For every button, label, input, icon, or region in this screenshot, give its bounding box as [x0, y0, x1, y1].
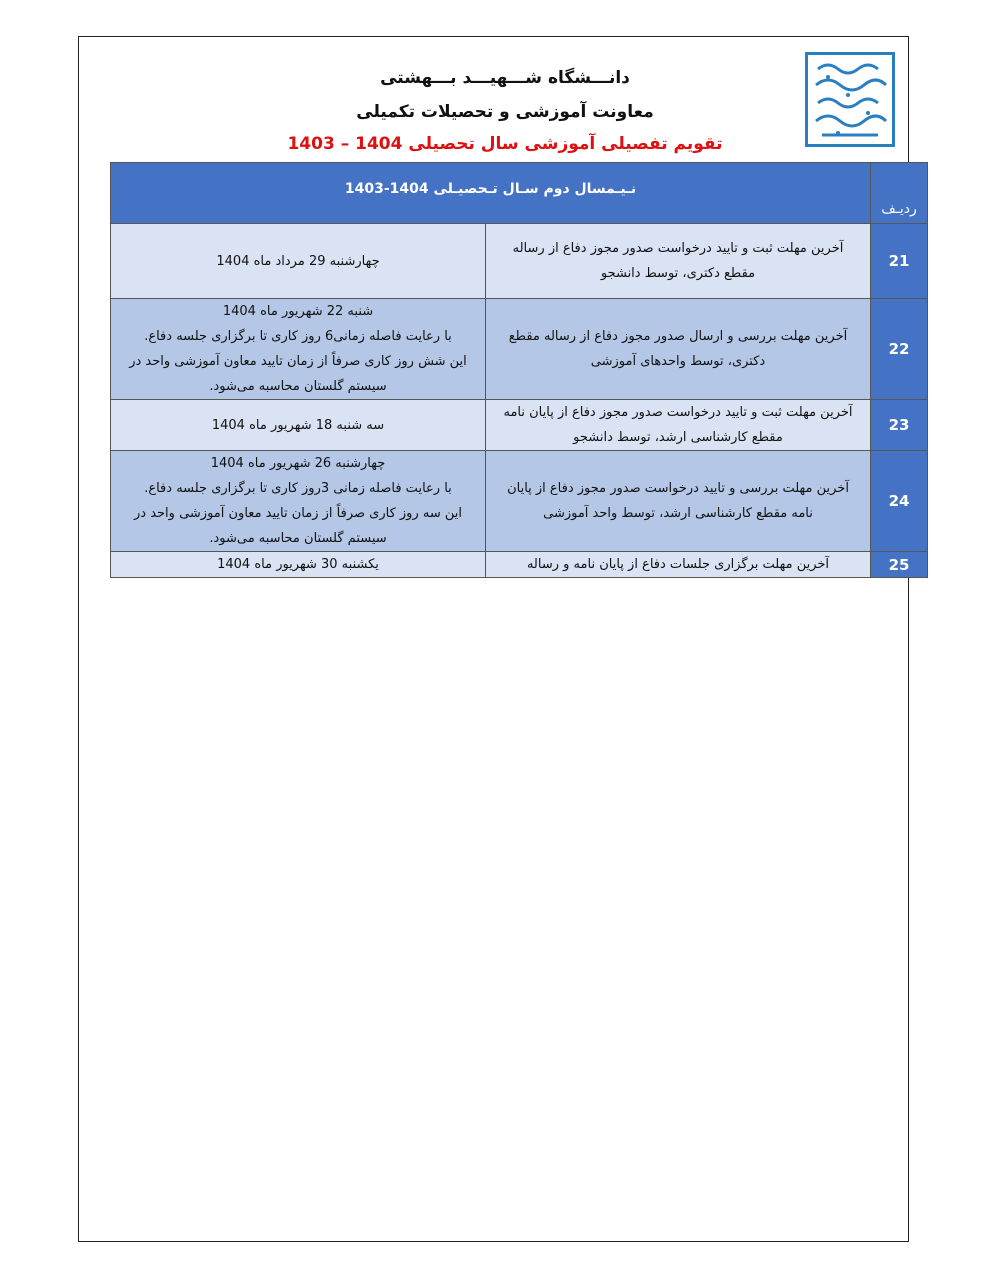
description-line: آخرین مهلت بررسی و ارسال صدور مجوز دفاع از رساله مقطع — [508, 329, 848, 344]
description-line: آخرین مهلت بررسی و تایید درخواست صدور مجوز دفاع از پایان — [507, 481, 849, 496]
description-line: آخرین مهلت ثبت و تایید درخواست صدور مجوز دفاع از رساله — [512, 241, 844, 256]
row-description — [486, 451, 871, 552]
calendar-title: تقویم تفصیلی آموزشی سال تحصیلی 1404 – 1403 — [287, 134, 723, 154]
date-line: این شش روز کاری صرفاً از زمان تایید معاون آموزشی واحد در — [129, 354, 467, 369]
row-date — [111, 552, 486, 578]
row-number: 25 — [871, 552, 928, 578]
table-row — [111, 224, 928, 299]
date-line: یکشنبه 30 شهریور ماه 1404 — [217, 557, 379, 572]
description-line: دکتری، توسط واحدهای آموزشی — [590, 354, 766, 369]
row-date — [111, 299, 486, 400]
university-logo — [805, 52, 895, 147]
row-description — [486, 224, 871, 299]
date-line: چهارشنبه 26 شهریور ماه 1404 — [210, 456, 386, 471]
row-number: 23 — [871, 400, 928, 451]
description-line: آخرین مهلت برگزاری جلسات دفاع از پایان نامه و رساله — [526, 557, 830, 572]
description-line: نامه مقطع کارشناسی ارشد، توسط واحد آموزشی — [543, 506, 813, 521]
description-line: آخرین مهلت ثبت و تایید درخواست صدور مجوز دفاع از پایان نامه — [503, 405, 853, 420]
row-date — [111, 400, 486, 451]
semester-title: نـیـمسال دوم سـال تـحصیـلی 1404-1403 — [111, 163, 871, 224]
university-name: دانـــشگاه شـــهیـــد بـــهشتی — [380, 68, 630, 88]
calendar-table — [110, 162, 928, 578]
row-description — [486, 552, 871, 578]
row-number: 21 — [871, 224, 928, 299]
table-row — [111, 451, 928, 552]
date-line: شنبه 22 شهریور ماه 1404 — [222, 304, 374, 319]
row-date — [111, 451, 486, 552]
row-description — [486, 299, 871, 400]
date-line: با رعایت فاصله زمانی 3روز کاری تا برگزاری جلسه دفاع. — [144, 481, 452, 496]
date-line: چهارشنبه 29 مرداد ماه 1404 — [216, 253, 380, 269]
date-line: با رعایت فاصله زمانی6 روز کاری تا برگزاری جلسه دفاع. — [144, 329, 452, 344]
date-line: سیستم گلستان محاسبه می‌شود. — [209, 379, 387, 394]
table-row — [111, 552, 928, 578]
table-header-row — [111, 163, 928, 224]
date-line: سه شنبه 18 شهریور ماه 1404 — [211, 417, 385, 433]
table-row — [111, 299, 928, 400]
description-line: مقطع کارشناسی ارشد، توسط دانشجو — [573, 430, 783, 445]
table-row — [111, 400, 928, 451]
row-date — [111, 224, 486, 299]
department-name: معاونت آموزشی و تحصیلات تکمیلی — [356, 102, 654, 122]
row-description — [486, 400, 871, 451]
description-line: مقطع دکتری، توسط دانشجو — [600, 266, 756, 281]
date-line: سیستم گلستان محاسبه می‌شود. — [209, 531, 387, 546]
row-number-header: ردیـف — [871, 163, 928, 224]
date-line: این سه روز کاری صرفاً از زمان تایید معاون آموزشی واحد در — [134, 506, 462, 521]
row-number: 22 — [871, 299, 928, 400]
row-number: 24 — [871, 451, 928, 552]
